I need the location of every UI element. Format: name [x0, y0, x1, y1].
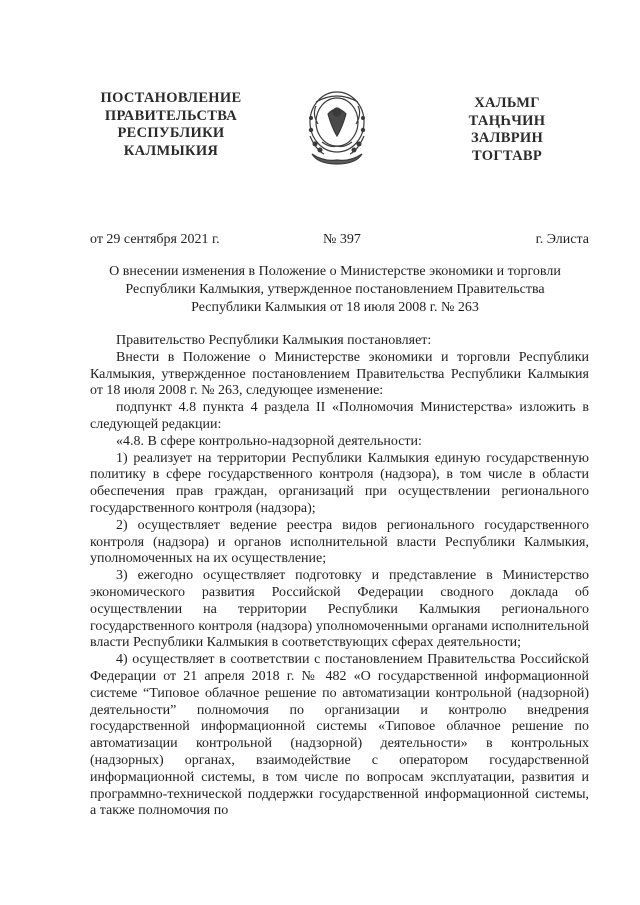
title-line: О внесении изменения в Положение о Министерстве экономики и торговли — [109, 264, 561, 279]
document-date: от 29 сентября 2021 г. — [90, 232, 220, 247]
header-kal-line: ТАҢҺЧИН — [468, 112, 546, 129]
header-russian — [95, 90, 247, 160]
paragraph: 4) осуществляет в соответствии с постановлением Правительства Российской Федерации от 21 апреля 2018 г. № 482 «О государственной информационной системе “Типовое облачное решение по автоматизации контрольной (надзорной) деятельности” полномочия по организации и контролю внедрения государственной информационной системы «Типовое облачное решение по автоматизации контрольной (надзорной) деятельности» в контрольных (надзорных) органах, взаимодействие с оператором государственной информационной системы, в том числе по вопросам эксплуатации, развития и программно-технической поддержки государственной информационной системы, а также полномочия по — [90, 652, 589, 819]
document-city: г. Элиста — [535, 232, 589, 247]
header-ru-line: ПОСТАНОВЛЕНИЕ — [100, 90, 242, 106]
paragraph: 2) осуществляет ведение реестра видов регионального государственного контроля (надзора) и органов исполнительной власти Республики Калмыкия, уполномоченных на их осуществление; — [90, 517, 589, 567]
document-body — [90, 333, 589, 820]
kalmykia-coat-of-arms-icon — [298, 84, 376, 166]
header-kal-line: ХАЛЬМГ — [474, 95, 540, 111]
header-kalmyk — [448, 95, 566, 165]
paragraph: Внести в Положение о Министерстве экономики и торговли Республики Калмыкия, утвержденное постановлением Правительства Республики Калмыкия от 18 июля 2008 г. № 263, следующее изменение: — [90, 349, 589, 399]
title-line: Республики Калмыкия, утвержденное постановлением Правительства — [125, 282, 545, 297]
paragraph: Правительство Республики Калмыкия постановляет: — [116, 333, 432, 348]
paragraph: 1) реализует на территории Республики Калмыкия единую государственную политику в сфере государственного контроля (надзора), в том числе в области обеспечения прав граждан, организаций при осуществлении регионального государственного контроля (надзора); — [90, 450, 589, 516]
title-line: Республики Калмыкия от 18 июля 2008 г. № 263 — [191, 300, 479, 315]
header-ru-line: РЕСПУБЛИКИ — [117, 125, 225, 141]
header-ru-line: КАЛМЫКИЯ — [123, 142, 219, 159]
document-title — [80, 263, 590, 317]
header-ru-line: ПРАВИТЕЛЬСТВА — [104, 107, 238, 124]
header-kal-line: ЗАЛВРИН — [470, 130, 544, 146]
paragraph: подпункт 4.8 пункта 4 раздела II «Полномочия Министерства» изложить в следующей редакции: — [90, 400, 589, 432]
paragraph: 3) ежегодно осуществляет подготовку и представление в Министерство экономического развития Российской Федерации сводного доклада об осуществлении на территории Республики Калмыкия регионального государственного контроля (надзора) уполномоченными органами исполнительной власти Республики Калмыкия в соответствующих сферах деятельности; — [90, 568, 589, 651]
paragraph: «4.8. В сфере контрольно-надзорной деятельности: — [116, 433, 422, 449]
header-kal-line: ТОГТАВР — [471, 147, 543, 164]
document-number: № 397 — [323, 232, 361, 247]
